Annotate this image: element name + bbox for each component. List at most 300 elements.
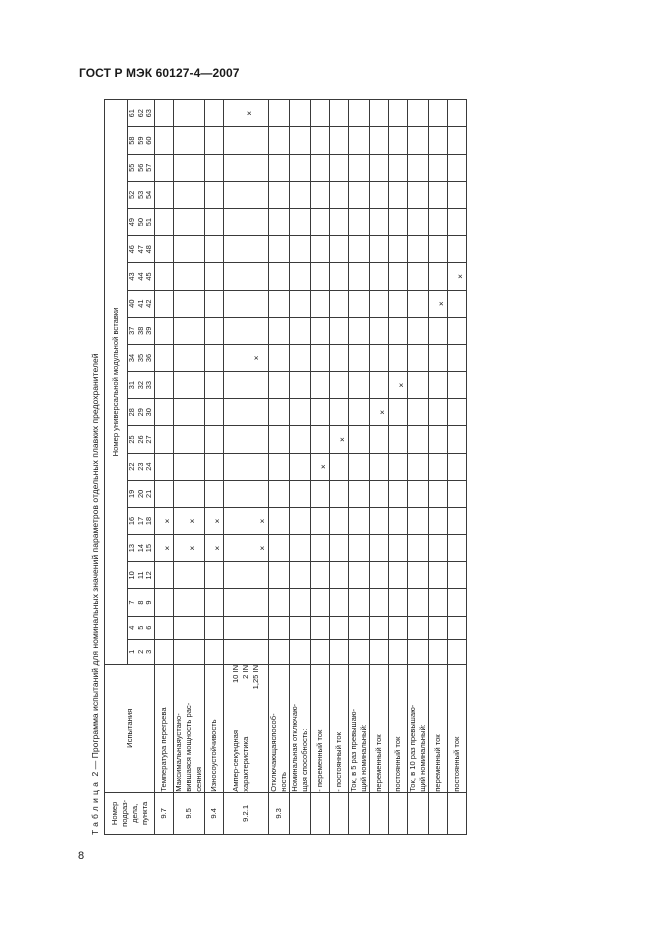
- mark-cell: [389, 562, 408, 589]
- fuse-number: 41: [135, 299, 145, 308]
- fuse-number: 18: [144, 516, 154, 526]
- mark-cell: [269, 209, 290, 236]
- mark-cell: [370, 154, 389, 181]
- test-name-line: [269, 665, 279, 792]
- fuse-number: 22: [127, 462, 137, 471]
- mark-cell: [370, 372, 389, 399]
- mark-cell: [311, 399, 330, 426]
- fuse-number: 30: [144, 408, 154, 417]
- fuse-number-cell: [128, 639, 155, 664]
- mark-cell: [311, 616, 330, 639]
- mark-cell: [155, 639, 174, 664]
- mark-cell: [311, 480, 330, 507]
- test-name-line: - постоянный ток: [334, 732, 343, 792]
- mark-cell: [311, 290, 330, 317]
- mark-cell: [408, 236, 429, 263]
- mark-cell: [349, 181, 370, 208]
- fuse-number: 63: [144, 109, 154, 118]
- mark-cell: [349, 453, 370, 480]
- mark-cell: [448, 181, 467, 208]
- table-row: [269, 100, 290, 835]
- mark-cell: [174, 480, 205, 507]
- mark-cell: [205, 263, 224, 290]
- mark-cell: [389, 317, 408, 344]
- fuse-number: 19: [127, 489, 137, 498]
- fuse-number: 28: [127, 408, 137, 417]
- mark-cell: [224, 372, 269, 399]
- mark-cell: [224, 616, 269, 639]
- mark-cell: [205, 507, 224, 534]
- fuse-number-cell: [128, 480, 155, 507]
- mark-cell: [330, 426, 349, 453]
- fuse-number: 24: [144, 462, 154, 471]
- mark-cell: [448, 616, 467, 639]
- table-row: [429, 100, 448, 835]
- mark-x: ×: [378, 409, 387, 415]
- mark-cell: [389, 426, 408, 453]
- mark-cell: [224, 154, 269, 181]
- test-name: [311, 664, 330, 792]
- mark-cell: [155, 344, 174, 371]
- mark-cell: [330, 317, 349, 344]
- mark-cell: [349, 317, 370, 344]
- mark-cell: [389, 344, 408, 371]
- section-number: 9.5: [174, 792, 205, 834]
- fuse-number: 37: [127, 326, 137, 335]
- mark-cell: [311, 507, 330, 534]
- table-row: [370, 100, 389, 835]
- fuse-number: 4: [127, 625, 137, 630]
- test-name-line: переменный ток: [374, 734, 383, 792]
- mark-cell: [205, 154, 224, 181]
- table-row: [224, 100, 269, 835]
- fuse-number: 16: [127, 516, 137, 526]
- mark-cell: [429, 154, 448, 181]
- mark-cell: [205, 100, 224, 128]
- mark-cell: [174, 372, 205, 399]
- mark-cell: [389, 181, 408, 208]
- mark-cell: [174, 562, 205, 589]
- mark-cell: [224, 639, 269, 664]
- mark-cell: [330, 100, 349, 128]
- table-body: [105, 100, 467, 835]
- fuse-number: 52: [127, 190, 137, 200]
- header-section-number: Номер подраздела, пункта: [105, 792, 155, 834]
- mark-cell: [408, 535, 429, 562]
- mark-cell: [311, 181, 330, 208]
- mark-cell: [174, 426, 205, 453]
- mark-cell: [330, 639, 349, 664]
- fuse-number: 45: [144, 272, 154, 281]
- mark-cell: [269, 562, 290, 589]
- mark-cell: [370, 562, 389, 589]
- mark-x: ×: [188, 545, 197, 551]
- fuse-number: 55: [127, 163, 137, 172]
- fuse-number: 8: [135, 600, 145, 605]
- fuse-number: 1: [127, 649, 137, 654]
- mark-cell: [224, 263, 269, 290]
- mark-cell: [174, 100, 205, 128]
- mark-x: [232, 508, 242, 534]
- mark-cell: [205, 589, 224, 616]
- mark-cell: [408, 507, 429, 534]
- mark-cell: [311, 344, 330, 371]
- mark-cell: [429, 426, 448, 453]
- table-wrapper: [104, 99, 467, 835]
- mark-cell: [290, 507, 311, 534]
- fuse-number: 14: [135, 544, 145, 553]
- mark-cell: [349, 535, 370, 562]
- section-number-empty: [389, 792, 408, 834]
- fuse-number: 20: [135, 489, 145, 498]
- mark-cell: [429, 263, 448, 290]
- rotated-table-block: [88, 99, 613, 835]
- mark-cell: [330, 562, 349, 589]
- mark-cell: [389, 263, 408, 290]
- mark-cell: [448, 639, 467, 664]
- mark-x: ×: [188, 518, 197, 524]
- mark-cell: [224, 100, 269, 128]
- mark-cell: [408, 480, 429, 507]
- mark-cell: [408, 562, 429, 589]
- section-number: 9.3: [269, 792, 290, 834]
- section-number-empty: [311, 792, 330, 834]
- mark-cell: [311, 100, 330, 128]
- mark-cell: [174, 181, 205, 208]
- mark-cell: [205, 399, 224, 426]
- mark-cell: [448, 127, 467, 154]
- mark-cell: [408, 616, 429, 639]
- mark-cell: [429, 507, 448, 534]
- mark-cell: [349, 507, 370, 534]
- mark-cell: [408, 317, 429, 344]
- mark-cell: [349, 372, 370, 399]
- mark-cell: [174, 154, 205, 181]
- mark-cell: [370, 317, 389, 344]
- fuse-number-cell: [128, 507, 155, 534]
- mark-cell: [224, 127, 269, 154]
- mark-cell: [389, 372, 408, 399]
- test-name-line: Износоустойчивость: [209, 719, 218, 792]
- section-number-empty: [330, 792, 349, 834]
- test-name: [429, 664, 448, 792]
- mark-cell: [330, 181, 349, 208]
- table-row: [205, 100, 224, 835]
- mark-cell: [155, 616, 174, 639]
- mark-cell: [155, 181, 174, 208]
- mark-x: ×: [437, 301, 446, 306]
- mark-cell: [311, 426, 330, 453]
- mark-cell: [155, 453, 174, 480]
- test-name-word: устано-: [174, 713, 183, 740]
- mark-cell: [205, 209, 224, 236]
- mark-cell: [224, 399, 269, 426]
- mark-cell: [349, 290, 370, 317]
- mark-x: ×: [258, 518, 267, 524]
- mark-x: ×: [163, 518, 172, 524]
- mark-cell: [205, 616, 224, 639]
- mark-cell: [429, 535, 448, 562]
- mark-cell: [448, 426, 467, 453]
- fuse-number: 29: [135, 408, 145, 417]
- mark-cell: [408, 100, 429, 128]
- fuse-number: 51: [144, 217, 154, 227]
- test-name-line: щая способность:: [300, 728, 309, 792]
- page-number: 8: [78, 850, 85, 862]
- test-name-line: постоянный ток: [452, 736, 461, 792]
- mark-cell: [269, 535, 290, 562]
- fuse-number-cell: [128, 453, 155, 480]
- mark-cell: [448, 236, 467, 263]
- mark-cell: [370, 616, 389, 639]
- fuse-number: 47: [135, 245, 145, 254]
- mark-cell: [429, 290, 448, 317]
- section-number-empty: [370, 792, 389, 834]
- mark-cell: [429, 209, 448, 236]
- mark-cell: [174, 616, 205, 639]
- mark-cell: [224, 562, 269, 589]
- test-name-line: щий номинальный:: [418, 724, 427, 792]
- mark-cell: [429, 616, 448, 639]
- fuse-number: 2: [135, 649, 145, 654]
- fuse-number-cell: [128, 263, 155, 290]
- mark-cell: [269, 480, 290, 507]
- mark-cell: [205, 480, 224, 507]
- mark-x: ×: [456, 274, 465, 279]
- fuse-number: 38: [135, 326, 145, 335]
- mark-cell: [408, 263, 429, 290]
- fuse-number-cell: [128, 154, 155, 181]
- mark-cell: [448, 209, 467, 236]
- test-name: [155, 664, 174, 792]
- test-name-line: переменный ток: [433, 734, 442, 792]
- mark-cell: [155, 317, 174, 344]
- mark-cell: [269, 154, 290, 181]
- mark-cell: [370, 480, 389, 507]
- mark-cell: [224, 290, 269, 317]
- mark-cell: [408, 589, 429, 616]
- mark-cell: [408, 154, 429, 181]
- mark-cell: [269, 127, 290, 154]
- mark-cell: [290, 372, 311, 399]
- fuse-number-cell: [128, 535, 155, 562]
- mark-cell: [448, 453, 467, 480]
- fuse-number-cell: [128, 344, 155, 371]
- mark-cell: [290, 263, 311, 290]
- mark-x: ×: [338, 437, 347, 442]
- table-row: [155, 100, 174, 835]
- section-number-empty: [429, 792, 448, 834]
- mark-cell: [330, 290, 349, 317]
- mark-cell: [389, 507, 408, 534]
- test-name-line: [174, 665, 184, 792]
- mark-cell: [155, 263, 174, 290]
- mark-cell: [269, 453, 290, 480]
- mark-cell: [370, 181, 389, 208]
- test-name-word: Отключающая: [269, 740, 278, 792]
- mark-cell: [290, 535, 311, 562]
- mark-cell: [311, 535, 330, 562]
- mark-cell: [290, 290, 311, 317]
- mark-cell: [205, 426, 224, 453]
- fuse-number: 53: [135, 190, 145, 200]
- mark-cell: [330, 154, 349, 181]
- mark-cell: [429, 317, 448, 344]
- fuse-number: 32: [135, 381, 145, 390]
- mark-cell: [174, 317, 205, 344]
- fuse-number-cell: [128, 181, 155, 208]
- mark-x: [239, 345, 249, 371]
- test-name: [330, 664, 349, 792]
- mark-cell: [349, 562, 370, 589]
- mark-cell: [290, 100, 311, 128]
- mark-cell: [370, 399, 389, 426]
- mark-cell: [290, 639, 311, 664]
- mark-cell: [330, 535, 349, 562]
- mark-cell: [448, 507, 467, 534]
- fuse-number-cell: [128, 127, 155, 154]
- mark-cell: [429, 453, 448, 480]
- fuse-number: 17: [135, 516, 145, 526]
- fuse-number: 7: [127, 600, 137, 605]
- fuse-number: 62: [135, 109, 145, 118]
- mark-cell: [205, 562, 224, 589]
- mark-cell: [370, 263, 389, 290]
- mark-cell: [429, 344, 448, 371]
- mark-cell: [408, 639, 429, 664]
- mark-cell: [330, 453, 349, 480]
- mark-cell: [290, 181, 311, 208]
- fuse-number: 10: [127, 571, 137, 580]
- mark-cell: [155, 399, 174, 426]
- table-row: [311, 100, 330, 835]
- mark-cell: [330, 399, 349, 426]
- mark-cell: [389, 290, 408, 317]
- fuse-number-cell: [128, 100, 155, 128]
- current-10-in: 10 IN: [231, 664, 240, 684]
- fuse-number: 12: [144, 571, 154, 580]
- mark-cell: [330, 344, 349, 371]
- fuse-number: 13: [127, 544, 137, 553]
- fuse-number-cell: [128, 317, 155, 344]
- mark-cell: [370, 589, 389, 616]
- mark-cell: [448, 589, 467, 616]
- mark-cell: [311, 562, 330, 589]
- mark-cell: [174, 290, 205, 317]
- table-row: [408, 100, 429, 835]
- mark-cell: [290, 154, 311, 181]
- test-name-word: способ-: [269, 713, 278, 741]
- mark-cell: [174, 639, 205, 664]
- mark-cell: [174, 344, 205, 371]
- mark-cell: [330, 209, 349, 236]
- test-name: [290, 664, 311, 792]
- mark-cell: [408, 399, 429, 426]
- mark-cell: [311, 127, 330, 154]
- mark-cell: [311, 372, 330, 399]
- mark-cell: [389, 616, 408, 639]
- mark-cell: [155, 480, 174, 507]
- mark-cell: [205, 372, 224, 399]
- mark-cell: [349, 127, 370, 154]
- mark-cell: [269, 181, 290, 208]
- mark-cell: [224, 589, 269, 616]
- mark-cell: [408, 209, 429, 236]
- fuse-number: 15: [144, 544, 154, 553]
- test-name-line: Номинальная отключаю-: [290, 703, 299, 792]
- mark-cell: [224, 344, 269, 371]
- mark-cell: [349, 639, 370, 664]
- section-number: 9.4: [205, 792, 224, 834]
- table-caption: [88, 99, 102, 835]
- fuse-number: 6: [144, 625, 154, 630]
- fuse-number: 34: [127, 353, 137, 363]
- current-125-in: 1,25 IN: [251, 664, 260, 690]
- mark-cell: [389, 154, 408, 181]
- mark-cell: [290, 209, 311, 236]
- mark-cell: [448, 290, 467, 317]
- mark-cell: [349, 616, 370, 639]
- mark-cell: [370, 100, 389, 128]
- mark-cell: [408, 344, 429, 371]
- mark-cell: [370, 639, 389, 664]
- mark-cell: [330, 480, 349, 507]
- fuse-number: 46: [127, 245, 137, 254]
- mark-cell: [408, 127, 429, 154]
- test-name: [224, 664, 269, 792]
- table-row: [389, 100, 408, 835]
- mark-cell: [290, 616, 311, 639]
- mark-cell: [389, 209, 408, 236]
- mark-cell: [389, 236, 408, 263]
- mark-cell: [349, 426, 370, 453]
- mark-cell: [330, 236, 349, 263]
- test-name-line: постоянный ток: [393, 736, 402, 792]
- mark-cell: [408, 181, 429, 208]
- mark-cell: [155, 209, 174, 236]
- mark-cell: [224, 426, 269, 453]
- fuse-number-cell: [128, 209, 155, 236]
- mark-cell: [311, 154, 330, 181]
- fuse-number: 31: [127, 381, 137, 390]
- mark-cell: [389, 535, 408, 562]
- mark-cell: [389, 480, 408, 507]
- mark-cell: [349, 154, 370, 181]
- table-caption-prefix: Таблица: [90, 778, 100, 835]
- mark-cell: [330, 127, 349, 154]
- mark-cell: [389, 639, 408, 664]
- mark-cell: [155, 535, 174, 562]
- mark-cell: [269, 263, 290, 290]
- mark-cell: [330, 372, 349, 399]
- fuse-number: 59: [135, 136, 145, 145]
- mark-cell: [448, 317, 467, 344]
- fuse-number-cell: [128, 290, 155, 317]
- mark-cell: [205, 453, 224, 480]
- mark-cell: [389, 100, 408, 128]
- mark-cell: [408, 426, 429, 453]
- mark-cell: [429, 127, 448, 154]
- mark-cell: [155, 372, 174, 399]
- mark-cell: [370, 535, 389, 562]
- mark-cell: [269, 100, 290, 128]
- mark-cell: [311, 236, 330, 263]
- fuse-number: 48: [144, 245, 154, 254]
- mark-cell: [269, 290, 290, 317]
- mark-cell: [155, 589, 174, 616]
- mark-cell: [349, 263, 370, 290]
- fuse-number: 57: [144, 163, 154, 172]
